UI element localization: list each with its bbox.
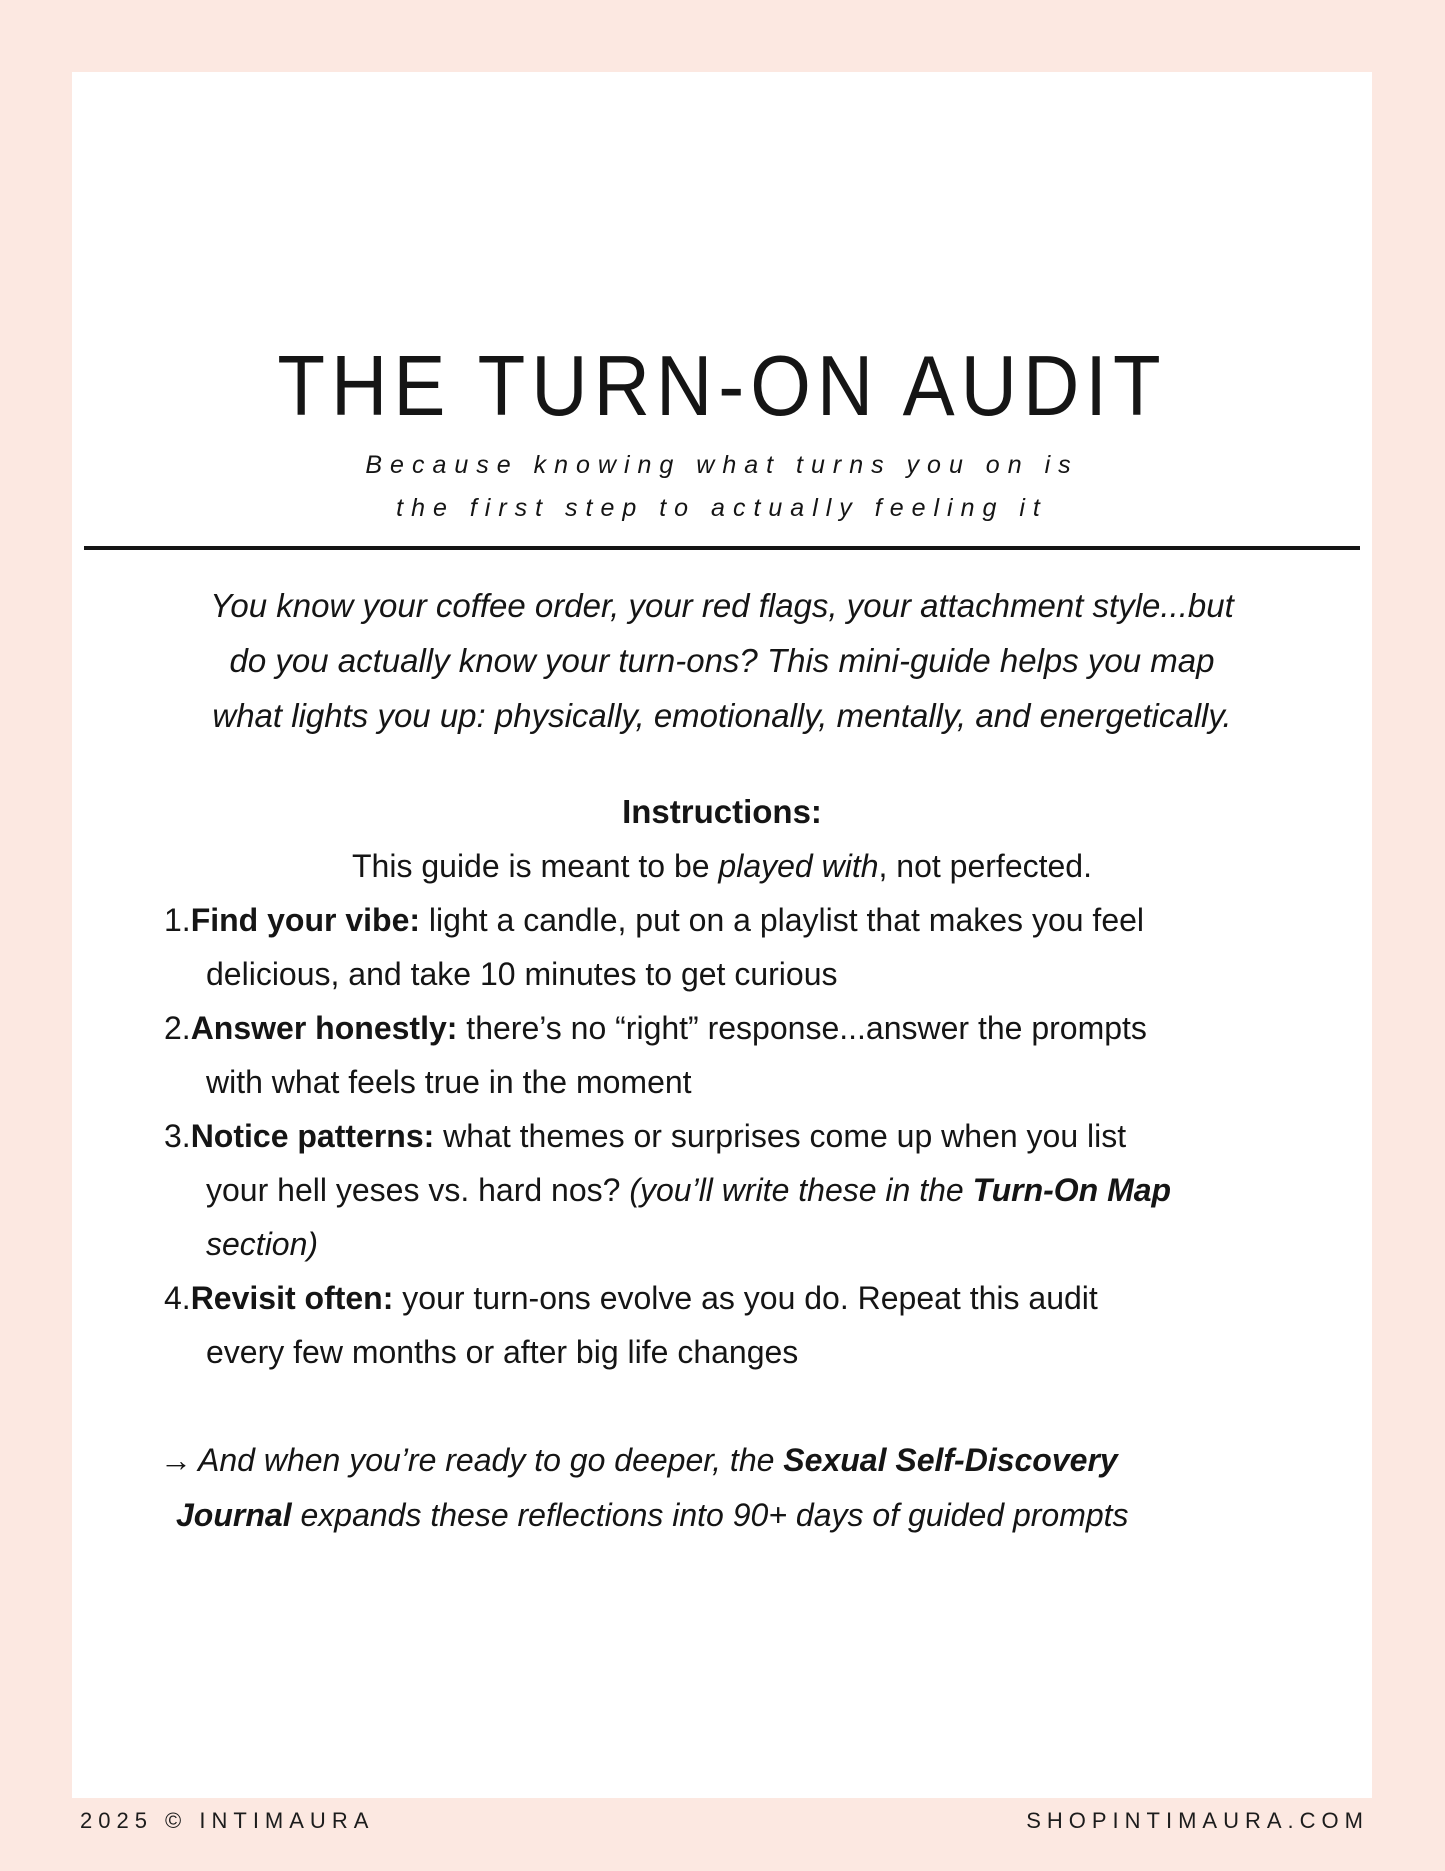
instructions-lead [72, 839, 1372, 893]
footer [80, 1808, 1369, 1834]
list-item-number: 4. [164, 1280, 191, 1316]
subtitle-line-2: the first step to actually feeling it [396, 494, 1048, 522]
list-item [164, 1271, 1372, 1379]
instructions-heading: Instructions: [622, 793, 822, 830]
list-item-label: Answer honestly: [190, 1010, 458, 1046]
list-item [164, 1109, 1372, 1271]
cta-line [160, 1433, 1372, 1488]
cta-text: expands these reflections into 90+ days of guided prompts [291, 1497, 1129, 1533]
footer-website: SHOPINTIMAURA.COM [1026, 1808, 1369, 1833]
lead-text-after: , not perfected. [878, 848, 1092, 884]
content-card [72, 72, 1372, 1798]
list-item-line [164, 947, 1372, 1001]
title-divider [84, 546, 1360, 550]
list-item-number: 2. [164, 1010, 191, 1046]
list-item-text: what themes or surprises come up when you list [434, 1118, 1127, 1154]
list-item-text: your turn-ons evolve as you do. Repeat this audit [393, 1280, 1098, 1316]
list-item-line [164, 893, 1372, 947]
cta-line [160, 1488, 1372, 1543]
list-item-line [164, 1109, 1372, 1163]
cta-text: And when you’re ready to go deeper, the [198, 1442, 784, 1478]
intro-line-2: do you actually know your turn-ons? This mini-guide helps you map [229, 642, 1215, 679]
cta-paragraph [160, 1433, 1372, 1543]
list-item-text: every few months or after big life changes [206, 1334, 799, 1370]
right-arrow-icon: → [160, 1442, 192, 1478]
list-item-text: there’s no “right” response...answer the prompts [457, 1010, 1147, 1046]
list-item-note: section) [206, 1226, 319, 1262]
list-item-text: with what feels true in the moment [206, 1064, 692, 1100]
cta-bold: Sexual Self-Discovery [783, 1442, 1118, 1478]
list-item-label: Find your vibe: [190, 902, 421, 938]
list-item-note: (you’ll write these in the [629, 1172, 973, 1208]
list-item-line [164, 1001, 1372, 1055]
list-item-text: your hell yeses vs. hard nos? [206, 1172, 630, 1208]
list-item-label: Revisit often: [190, 1280, 394, 1316]
list-item-number: 1. [164, 902, 191, 938]
page-title-text: THE TURN-ON AUDIT [277, 336, 1167, 434]
list-item-note-bold: Turn-On Map [972, 1172, 1172, 1208]
lead-text-before: This guide is meant to be [352, 848, 719, 884]
list-item-line [164, 1271, 1372, 1325]
list-item-label: Notice patterns: [190, 1118, 435, 1154]
list-item-line [164, 1325, 1372, 1379]
list-item-number: 3. [164, 1118, 191, 1154]
lead-text-italic: played with [718, 848, 879, 884]
list-item [164, 1001, 1372, 1109]
page-title [72, 336, 1372, 434]
list-item-line [164, 1163, 1372, 1217]
list-item-text: delicious, and take 10 minutes to get curious [206, 956, 838, 992]
page-subtitle [72, 444, 1372, 530]
intro-line-1: You know your coffee order, your red flags, your attachment style...but [210, 587, 1234, 624]
intro-line-3: what lights you up: physically, emotionally, mentally, and energetically. [212, 697, 1232, 734]
list-item-line [164, 1055, 1372, 1109]
list-item-text: light a candle, put on a playlist that makes you feel [420, 902, 1145, 938]
list-item [164, 893, 1372, 1001]
list-item-line [164, 1217, 1372, 1271]
instructions-list [164, 893, 1372, 1379]
footer-copyright: 2025 © INTIMAURA [80, 1808, 375, 1833]
intro-paragraph [72, 578, 1372, 743]
subtitle-line-1: Because knowing what turns you on is [365, 451, 1079, 479]
cta-bold: Journal [176, 1497, 292, 1533]
